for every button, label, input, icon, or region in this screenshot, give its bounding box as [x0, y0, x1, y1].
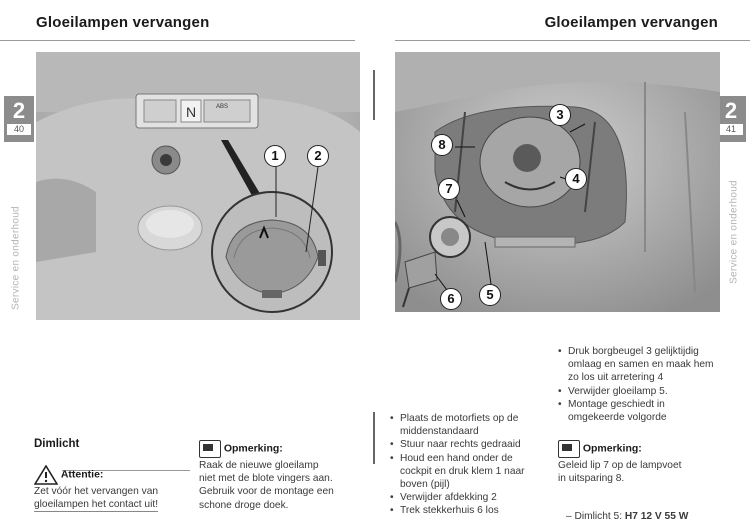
note-icon: [558, 440, 580, 458]
chapter-number: 2: [724, 98, 738, 123]
steps-list-right: [558, 345, 718, 424]
note-box-2: [558, 440, 728, 485]
callout-3: 3: [549, 104, 571, 126]
step-item: • Druk borgbeugel 3 gelijktijdig omlaag en samen en maak hem zo los uit arretering 4: [558, 345, 718, 385]
page-number: 40: [7, 124, 31, 135]
gear-indicator: N: [185, 104, 197, 120]
warning-line: Zet vóór het vervangen van: [34, 486, 159, 497]
note-line: Gebruik voor de montage een: [199, 486, 334, 498]
page-number: 41: [719, 124, 743, 135]
note-title: Opmerking:: [223, 442, 283, 455]
warning-title: Attentie:: [60, 468, 104, 481]
side-label-right: Service en onderhoud: [728, 180, 740, 284]
page-title-right: Gloeilampen vervangen: [544, 14, 718, 31]
abs-label: ABS: [216, 104, 229, 110]
callout-7: 7: [438, 178, 460, 200]
chapter-tab-left: [4, 96, 34, 142]
steps-list-middle: [390, 412, 540, 518]
lamp-spec: [566, 510, 736, 523]
note-line: Geleid lip 7 op de lampvoet: [558, 460, 682, 471]
callout-5: 5: [479, 284, 501, 306]
warning-box: [34, 465, 204, 512]
note-line: in uitsparing 8.: [558, 473, 625, 485]
step-item: • Houd een hand onder de cockpit en druk klem 1 naar boven (pijl): [390, 452, 540, 492]
step-item: • Verwijder afdekking 2: [390, 491, 540, 504]
callout-6: 6: [440, 288, 462, 310]
cockpit-photo: [36, 52, 360, 320]
step-item: • Trek stekkerhuis 6 los: [390, 504, 540, 517]
warning-line: gloeilampen het contact uit!: [34, 498, 158, 512]
page-title-left: Gloeilampen vervangen: [36, 14, 210, 31]
chapter-number: 2: [12, 98, 26, 123]
note-line: schone droge doek.: [199, 499, 289, 511]
note-line: Raak de nieuwe gloeilamp: [199, 460, 319, 471]
callout-8: 8: [431, 134, 453, 156]
note-icon: [199, 440, 221, 458]
callout-1: 1: [264, 145, 286, 167]
callout-4: 4: [565, 168, 587, 190]
step-item: • Verwijder gloeilamp 5.: [558, 385, 718, 398]
note-line: niet met de blote vingers aan.: [199, 473, 333, 485]
step-item: • Stuur naar rechts gedraaid: [390, 438, 540, 451]
change-bar: [373, 70, 375, 120]
step-item: • Montage geschiedt in omgekeerde volgorde: [558, 398, 718, 424]
step-item: • Plaats de motorfiets op de middenstandaard: [390, 412, 540, 438]
change-bar: [373, 412, 375, 464]
note-box-1: [199, 440, 369, 512]
section-heading: Dimlicht: [34, 438, 80, 450]
lamp-spec-value: H7 12 V 55 W: [624, 511, 689, 522]
chapter-tab-right: [716, 96, 746, 142]
side-label-left: Service en onderhoud: [10, 206, 22, 310]
warning-icon: [34, 465, 58, 485]
callout-2: 2: [307, 145, 329, 167]
cockpit-illustration: [36, 52, 360, 320]
header-rule-right: [395, 40, 750, 41]
note-title: Opmerking:: [582, 442, 642, 455]
header-rule-left: [0, 40, 355, 41]
lamp-spec-prefix: – Dimlicht 5:: [566, 511, 623, 522]
